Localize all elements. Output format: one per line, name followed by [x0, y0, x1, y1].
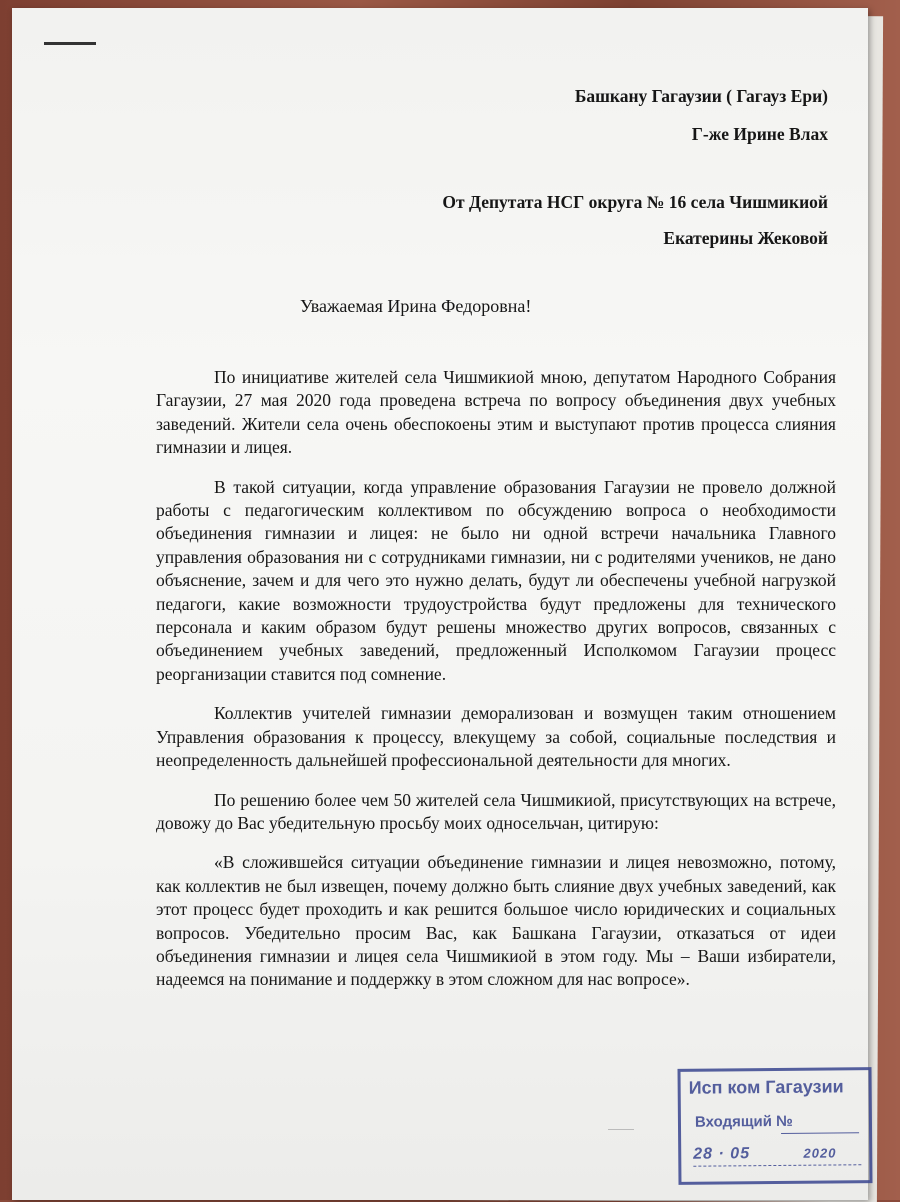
paragraph-5-quote: «В сложившейся ситуации объединение гимназии и лицея невозможно, потому, как коллектив не был извещен, почему должно быть слияние двух учебных заведений, как этот процесс будет проходить и как решится большое число юридических и социальных вопросов. Убедительно просим Вас, как Башкана Гагаузии, отказаться от идеи объединения гимназии и лицея села Чишмикиой в этом году. Мы – Ваши избиратели, надеемся на понимание и поддержку в этом сложном для нас вопросе». — [156, 852, 836, 990]
letter-page — [12, 8, 868, 1200]
sender-line-2: Екатерины Жековой — [663, 228, 828, 248]
salutation: Уважаемая Ирина Федоровна! — [300, 296, 532, 316]
paragraph-1: По инициативе жителей села Чишмикиой мною, депутатом Народного Собрания Гагаузии, 27 мая 2020 года проведена встреча по вопросу объединения двух учебных заведений. Жители села очень обеспокоены этим и выступают против процесса слияния гимназии и лицея. — [156, 367, 836, 458]
addressee-line-2: Г-же Ирине Влах — [691, 124, 828, 144]
addressee-line-1: Башкану Гагаузии ( Гагауз Ери) — [574, 86, 828, 106]
letter-body — [156, 366, 836, 1008]
stamp-date — [693, 1144, 836, 1163]
sender-line-1: От Депутата НСГ округа № 16 села Чишмикиой — [442, 192, 828, 212]
paragraph-3: Коллектив учителей гимназии деморализован и возмущен таким отношением Управления образования к процессу, влекущему за собой, социальные последствия и неопределенность дальнейшей профессиональной деятельности для многих. — [156, 703, 836, 771]
paragraph-4: По решению более чем 50 жителей села Чишмикиой, присутствующих на встрече, довожу до Вас убедительную просьбу моих односельчан, цитирую: — [156, 789, 836, 833]
incoming-registration-stamp — [677, 1067, 872, 1185]
stamp-date-line — [693, 1164, 861, 1166]
stamp-organization: Исп ком Гагаузии — [688, 1076, 844, 1098]
paragraph-2: В такой ситуации, когда управление образования Гагаузии не провело должной работы с педагогическим коллективом по обсуждению вопроса о необходимости объединения гимназии и лицея: не было ни одной встречи начальника Главного управления образования ни с сотрудниками гимназии, ни с родителями учеников, не дано объяснение, зачем и для чего это нужно делать, будут ли обеспечены учебной нагрузкой педагоги, какие возможности трудоустройства будут предложены для технического персонала и каким образом будут решены множество других вопросов, связанных с объединением учебных заведений, предложенный Исполкомом Гагаузии процесс реорганизации ставится под сомнение. — [156, 476, 836, 684]
stamp-number-line — [781, 1132, 859, 1134]
faint-mark — [608, 1123, 634, 1130]
pen-mark — [44, 42, 96, 45]
stamp-day-month: 28 · 05 — [693, 1145, 751, 1163]
stamp-incoming-number-label: Входящий № — [694, 1112, 793, 1131]
stamp-year: 2020 — [803, 1145, 837, 1161]
